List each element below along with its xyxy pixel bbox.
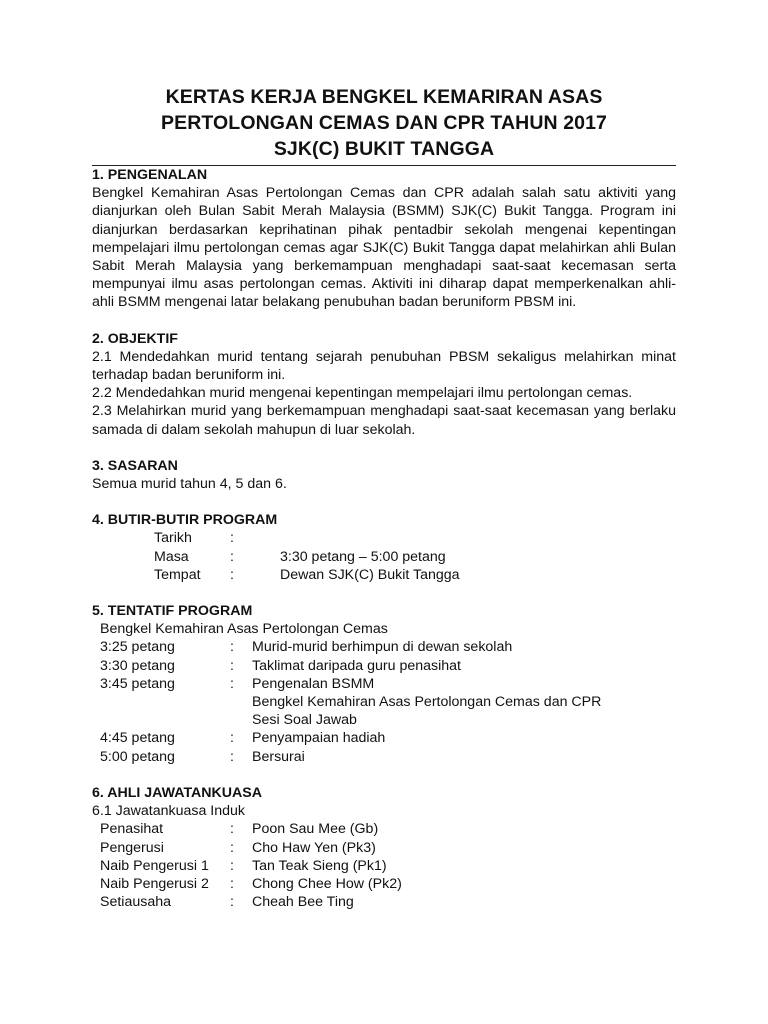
section-heading: 2. OBJEKTIF — [92, 330, 178, 347]
committee-name: Chong Chee How (Pk2) — [252, 875, 402, 892]
committee-role: Naib Pengerusi 2 — [100, 875, 209, 892]
schedule-row — [92, 657, 676, 675]
tentatif-subtitle: Bengkel Kemahiran Asas Pertolongan Cemas — [100, 621, 388, 638]
title-line-3: SJK(C) BUKIT TANGGA — [273, 138, 495, 160]
schedule-continuation: Sesi Soal Jawab — [252, 712, 357, 729]
detail-colon: : — [230, 548, 234, 565]
objective-item: 2.3 Melahirkan murid yang berkemampuan menghadapi saat-saat kecemasan yang berlaku samada di dalam sekolah mahupun di luar sekolah. — [92, 403, 676, 438]
schedule-activity: Murid-murid berhimpun di dewan sekolah — [252, 639, 513, 656]
committee-name: Tan Teak Sieng (Pk1) — [252, 857, 387, 874]
schedule-time: 3:25 petang — [100, 639, 175, 656]
schedule-time: 4:45 petang — [100, 730, 175, 747]
objective-item: 2.2 Mendedahkan murid mengenai kepentingan mempelajari ilmu pertolongan cemas. — [92, 385, 633, 402]
section-heading: 1. PENGENALAN — [92, 167, 208, 183]
schedule-row — [92, 748, 676, 766]
document-title — [92, 84, 676, 162]
schedule-time: 5:00 petang — [100, 748, 175, 765]
committee-role: Pengerusi — [100, 839, 164, 856]
detail-value: Dewan SJK(C) Bukit Tangga — [280, 566, 460, 583]
schedule-time: 3:30 petang — [100, 657, 175, 674]
section-heading: 6. AHLI JAWATANKUASA — [92, 784, 262, 801]
committee-colon: : — [230, 894, 234, 911]
committee-row — [92, 875, 676, 893]
schedule-colon: : — [230, 675, 234, 692]
schedule-row — [92, 638, 676, 656]
detail-colon: : — [230, 566, 234, 583]
section-objektif — [92, 330, 676, 439]
schedule-colon: : — [230, 730, 234, 747]
detail-label: Tarikh — [154, 530, 192, 547]
schedule-colon: : — [230, 748, 234, 765]
section-sasaran — [92, 457, 676, 493]
section-pengenalan — [92, 166, 676, 312]
section-butir — [92, 511, 676, 584]
detail-row — [92, 529, 676, 547]
committee-colon: : — [230, 857, 234, 874]
section-body: Semua murid tahun 4, 5 dan 6. — [92, 476, 287, 493]
schedule-colon: : — [230, 639, 234, 656]
schedule-colon: : — [230, 657, 234, 674]
schedule-activity: Pengenalan BSMM — [252, 675, 375, 692]
committee-row — [92, 857, 676, 875]
detail-row — [92, 548, 676, 566]
schedule-activity: Bersurai — [252, 748, 305, 765]
section-body: Bengkel Kemahiran Asas Pertolongan Cemas dan CPR adalah salah satu aktiviti yang dianjurkan oleh Bulan Sabit Merah Malaysia (BSMM) SJK(C) Bukit Tangga. Program ini dianjurkan berdasarkan keprihatinan pihak pentadbir sekolah mengenai kepentingan mempelajari ilmu pertolongan cemas agar SJK(C) Bukit Tangga dapat melahirkan ahli Bulan Sabit Merah Malaysia yang berkemampuan menghadapi saat-saat kecemasan serta mempunyai ilmu asas pertolongan cemas. Aktiviti ini diharap dapat memperkenalkan ahli-ahli BSMM mengenai latar belakang penubuhan badan beruniform PBSM ini. — [92, 185, 676, 311]
section-tentatif — [92, 602, 676, 766]
detail-value: 3:30 petang – 5:00 petang — [280, 548, 446, 565]
committee-row — [92, 893, 676, 911]
committee-row — [92, 820, 676, 838]
committee-colon: : — [230, 875, 234, 892]
detail-colon: : — [230, 530, 234, 547]
title-line-2: PERTOLONGAN CEMAS DAN CPR TAHUN 2017 — [160, 112, 607, 134]
committee-colon: : — [230, 839, 234, 856]
schedule-activity: Penyampaian hadiah — [252, 730, 386, 747]
schedule-row — [92, 729, 676, 747]
committee-role: Setiausaha — [100, 894, 171, 911]
committee-role: Naib Pengerusi 1 — [100, 857, 209, 874]
section-heading: 3. SASARAN — [92, 457, 178, 474]
schedule-activity: Taklimat daripada guru penasihat — [252, 657, 462, 674]
committee-name: Cheah Bee Ting — [252, 894, 354, 911]
document-page — [92, 84, 676, 929]
schedule-row — [92, 675, 676, 693]
committee-subheading: 6.1 Jawatankuasa Induk — [92, 803, 246, 820]
committee-colon: : — [230, 821, 234, 838]
committee-name: Cho Haw Yen (Pk3) — [252, 839, 376, 856]
section-jawatankuasa — [92, 784, 676, 911]
title-line-1: KERTAS KERJA BENGKEL KEMARIRAN ASAS — [165, 86, 603, 108]
detail-label: Masa — [154, 548, 189, 565]
detail-label: Tempat — [154, 566, 201, 583]
schedule-time: 3:45 petang — [100, 675, 175, 692]
objective-item: 2.1 Mendedahkan murid tentang sejarah penubuhan PBSM sekaligus melahirkan minat terhadap badan beruniform ini. — [92, 348, 676, 384]
committee-row — [92, 839, 676, 857]
committee-name: Poon Sau Mee (Gb) — [252, 821, 379, 838]
schedule-continuation: Bengkel Kemahiran Asas Pertolongan Cemas dan CPR — [252, 694, 602, 711]
section-heading: 4. BUTIR-BUTIR PROGRAM — [92, 512, 278, 529]
detail-row — [92, 566, 676, 584]
committee-role: Penasihat — [100, 821, 164, 838]
detail-value — [280, 529, 676, 547]
section-heading: 5. TENTATIF PROGRAM — [92, 603, 253, 620]
